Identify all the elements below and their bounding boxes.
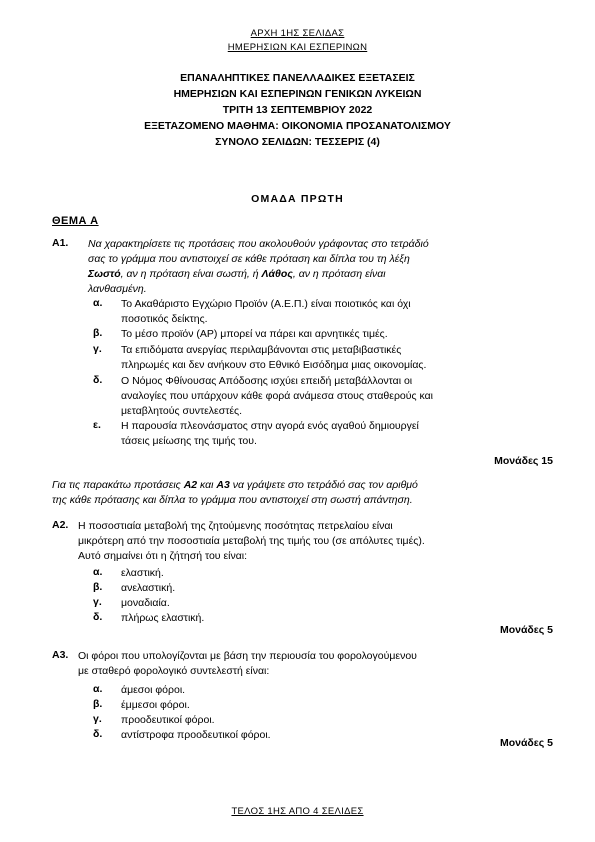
exam-page-count: ΣΥΝΟΛΟ ΣΕΛΙΔΩΝ: ΤΕΣΣΕΡΙΣ (4) <box>215 136 380 148</box>
a2-option-text: ελαστική. <box>121 567 164 579</box>
a3-option-text: έμμεσοι φόροι. <box>121 699 190 711</box>
exam-date: ΤΡΙΤΗ 13 ΣΕΠΤΕΜΒΡΙΟΥ 2022 <box>222 104 373 116</box>
a1-option-label: β. <box>93 327 103 339</box>
a1-option-a-text: Το Ακαθάριστο Εγχώριο Προϊόν (Α.Ε.Π.) είναι ποιοτικός και όχι ποσοτικός δείκτης. <box>121 298 411 325</box>
a1-option-label: δ. <box>93 374 103 386</box>
a1-option-d-text: Ο Νόμος Φθίνουσας Απόδοσης ισχύει επειδή μεταβάλλονται οι αναλογίες που υπάρχουν κάθε φορά ανάμεσα στους σταθερούς και μεταβλητούς συντελεστές. <box>121 375 434 417</box>
a3-option-label: δ. <box>93 728 103 740</box>
page-header-start: ΑΡΧΗ 1ΗΣ ΣΕΛΙΔΑΣ <box>250 28 345 39</box>
question-a1-instructions: Να χαρακτηρίσετε τις προτάσεις που ακολουθούν γράφοντας στο τετράδιό σας το γράμμα που αντιστοιχεί σε κάθε πρόταση και δίπλα του τη λέξη Σωστό, αν η πρόταση είναι σωστή, ή Λάθος, αν η πρόταση είναι λανθασμένη. <box>88 238 429 295</box>
a2-option-text: πλήρως ελαστική. <box>121 612 205 624</box>
a1-option-label: γ. <box>93 343 102 355</box>
page-header-schools: ΗΜΕΡΗΣΙΩΝ ΚΑΙ ΕΣΠΕΡΙΝΩΝ <box>227 42 368 53</box>
exam-title: ΕΠΑΝΑΛΗΠΤΙΚΕΣ ΠΑΝΕΛΛΑΔΙΚΕΣ ΕΞΕΤΑΣΕΙΣ <box>180 72 415 84</box>
a1-marks: Μονάδες 15 <box>494 455 553 467</box>
a2-option-label: α. <box>93 566 103 578</box>
a2-option-text: μοναδιαία. <box>121 597 170 609</box>
a1-option-label: α. <box>93 297 103 309</box>
a2-option-label: δ. <box>93 611 103 623</box>
exam-subject: ΕΞΕΤΑΖΟΜΕΝΟ ΜΑΘΗΜΑ: ΟΙΚΟΝΟΜΙΑ ΠΡΟΣΑΝΑΤΟΛΙΣΜΟΥ <box>144 120 451 132</box>
question-a3-text: Οι φόροι που υπολογίζονται με βάση την περιουσία του φορολογούμενου με σταθερό φορολογικό συντελεστή είναι: <box>78 650 417 677</box>
a1-option-e-text: Η παρουσία πλεονάσματος στην αγορά ενός αγαθού δημιουργεί τάσεις μείωσης της τιμής του. <box>121 420 419 447</box>
question-a2-number: Α2. <box>52 519 69 531</box>
a2-marks: Μονάδες 5 <box>499 624 553 636</box>
exam-subtitle: ΗΜΕΡΗΣΙΩΝ ΚΑΙ ΕΣΠΕΡΙΝΩΝ ΓΕΝΙΚΩΝ ΛΥΚΕΙΩΝ <box>173 88 422 100</box>
a2-option-text: ανελαστική. <box>121 582 176 594</box>
a3-option-text: προοδευτικοί φόροι. <box>121 714 215 726</box>
question-a1-number: Α1. <box>52 237 69 249</box>
a1-option-label: ε. <box>93 419 101 431</box>
a1-option-c-text: Τα επιδόματα ανεργίας περιλαμβάνονται στις μεταβιβαστικές πληρωμές και δεν ανήκουν στο Εθνικό Εισόδημα μιας οικονομίας. <box>121 344 427 371</box>
a2-option-label: β. <box>93 581 103 593</box>
question-a3-number: Α3. <box>52 649 69 661</box>
a2-a3-instructions: Για τις παρακάτω προτάσεις Α2 και Α3 να γράψετε στο τετράδιό σας τον αριθμό της κάθε πρότασης και δίπλα το γράμμα που αντιστοιχεί στη σωστή απάντηση. <box>52 479 418 506</box>
group-title: ΟΜΑΔΑ ΠΡΩΤΗ <box>251 193 344 205</box>
a3-marks: Μονάδες 5 <box>499 737 553 749</box>
question-a2-text: Η ποσοστιαία μεταβολή της ζητούμενης ποσότητας πετρελαίου είναι μικρότερη από την ποσοστιαία μεταβολή της τιμής του (σε απόλυτες τιμές). Αυτό σημαίνει ότι η ζήτησή του είναι: <box>78 520 425 562</box>
a3-option-label: β. <box>93 698 103 710</box>
a2-option-label: γ. <box>93 596 102 608</box>
a3-option-label: γ. <box>93 713 102 725</box>
a3-option-text: αντίστροφα προοδευτικοί φόροι. <box>121 729 271 741</box>
a1-option-b-text: Το μέσο προϊόν (ΑΡ) μπορεί να πάρει και αρνητικές τιμές. <box>121 328 388 340</box>
page-footer: ΤΕΛΟΣ 1ΗΣ ΑΠΟ 4 ΣΕΛΙΔΕΣ <box>231 806 364 817</box>
a3-option-label: α. <box>93 683 103 695</box>
a3-option-text: άμεσοι φόροι. <box>121 684 186 696</box>
theme-title: ΘΕΜΑ Α <box>52 215 99 227</box>
